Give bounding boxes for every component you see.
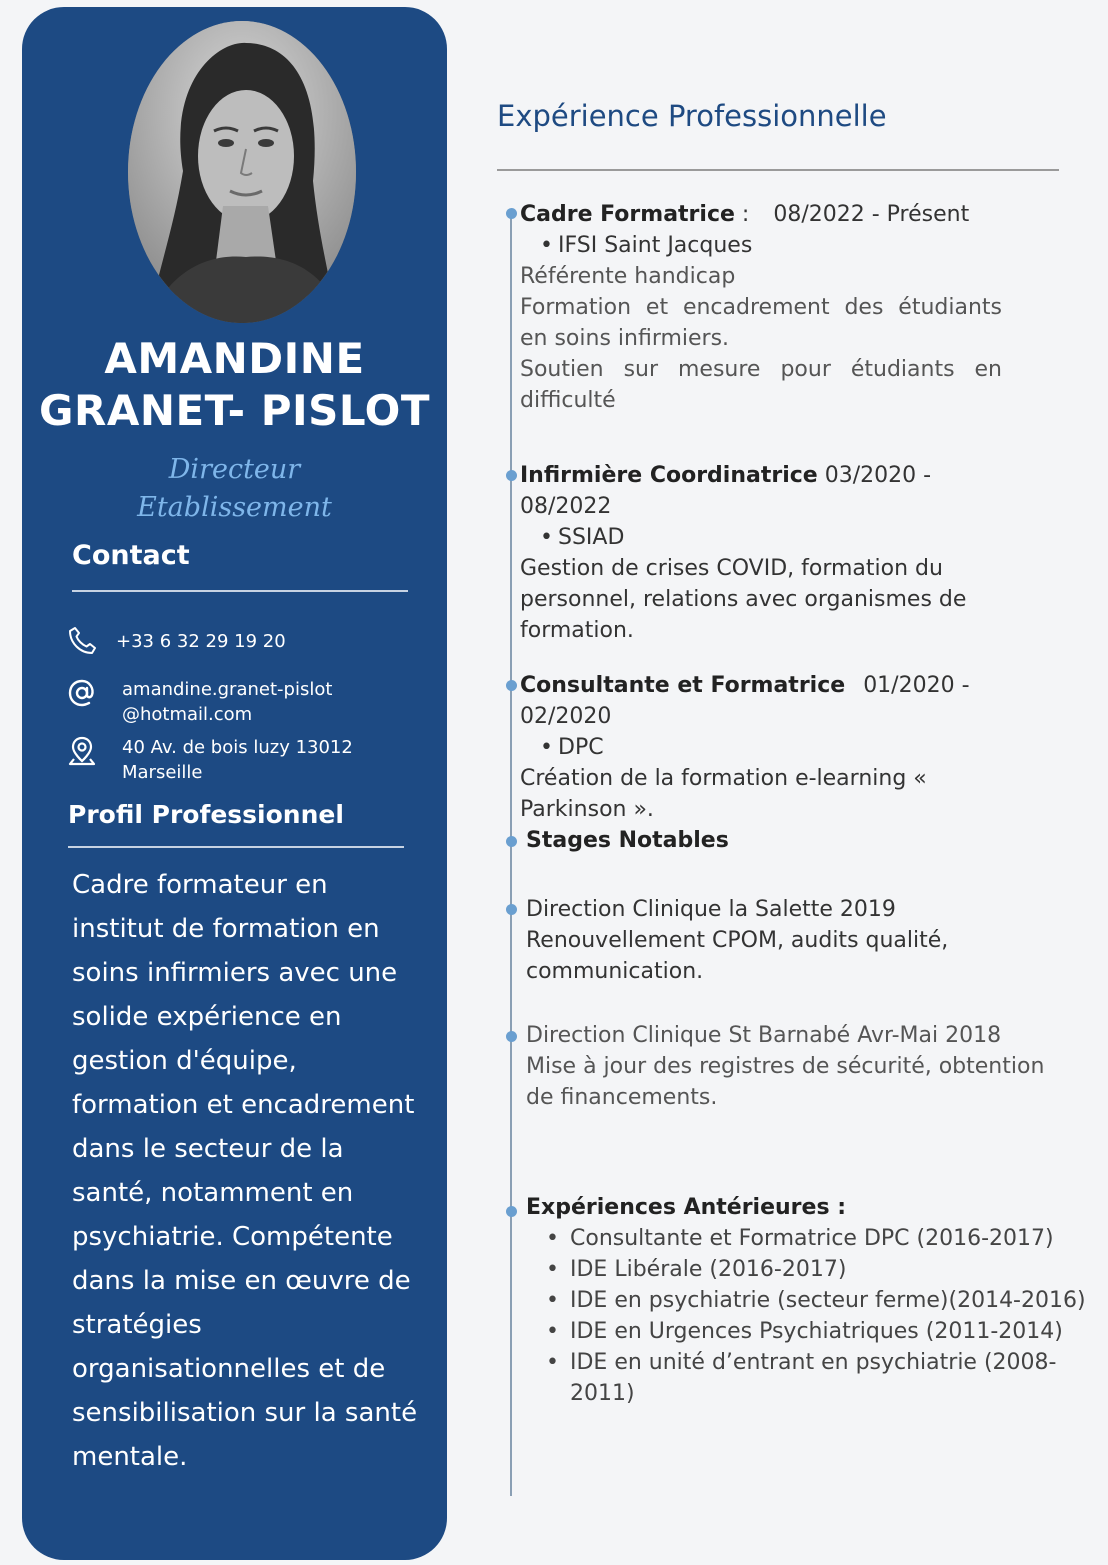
timeline-dot	[506, 470, 517, 481]
anterieures-list	[526, 1223, 1086, 1409]
person-name	[22, 333, 447, 437]
timeline-dot	[506, 1031, 517, 1042]
stages-heading-block	[526, 825, 1026, 856]
stage-entry-1	[526, 894, 996, 987]
list-item: • IDE en Urgences Psychiatriques (2011-2014)	[526, 1316, 1086, 1347]
job-2-text: Gestion de crises COVID, formation du personnel, relations avec organismes de formation.	[520, 556, 967, 643]
timeline-dot	[506, 680, 517, 691]
job-entry-1	[520, 199, 1020, 416]
list-item: • IDE en psychiatrie (secteur ferme)(2014-2016)	[526, 1285, 1086, 1316]
contact-heading: Contact	[72, 540, 190, 571]
timeline-dot	[506, 208, 517, 219]
experience-heading: Expérience Professionnelle	[497, 99, 887, 133]
contact-phone[interactable]	[66, 625, 286, 661]
timeline-dot	[506, 836, 517, 847]
location-pin-icon	[66, 735, 102, 771]
stages-heading: Stages Notables	[526, 828, 729, 853]
profil-heading: Profil Professionnel	[68, 800, 344, 829]
name-line-1: AMANDINE	[104, 334, 365, 383]
job-1-role: Cadre Formatrice	[520, 202, 735, 227]
contact-email[interactable]	[66, 677, 332, 727]
phone-number[interactable]: +33 6 32 29 19 20	[116, 631, 286, 652]
job-1-sep: :	[734, 202, 750, 227]
email-line-2[interactable]: @hotmail.com	[122, 704, 253, 725]
job-2-org: • SSIAD	[520, 522, 1020, 553]
job-2-header	[520, 460, 1020, 522]
job-title	[22, 451, 447, 527]
job-1-line-2: Formation et encadrement des étudiants en soins infirmiers.	[520, 295, 1002, 351]
job-title-line-1: Directeur	[168, 454, 301, 485]
job-1-dates: 08/2022 - Présent	[773, 202, 970, 227]
phone-icon	[66, 625, 102, 661]
address-line-2: Marseille	[122, 762, 203, 783]
profil-divider	[68, 846, 404, 848]
list-item: • IDE Libérale (2016-2017)	[526, 1254, 1086, 1285]
contact-address	[66, 735, 353, 785]
job-entry-3	[520, 670, 1060, 825]
stage-1-title: Direction Clinique la Salette 2019	[526, 897, 896, 922]
job-1-line-1: Référente handicap	[520, 264, 736, 289]
list-item: • Consultante et Formatrice DPC (2016-2017)	[526, 1223, 1086, 1254]
at-sign-icon	[66, 677, 102, 713]
timeline-line	[510, 212, 512, 1496]
email-line-1[interactable]: amandine.granet-pislot	[122, 679, 333, 700]
timeline-dot	[506, 904, 517, 915]
job-2-role: Infirmière Coordinatrice	[520, 463, 818, 488]
job-1-org: • IFSI Saint Jacques	[520, 230, 1020, 261]
portrait-image	[128, 21, 356, 323]
profil-summary: Cadre formateur en institut de formation en soins infirmiers avec une solide expérience en gestion d'équipe, formation et encadrement dans le secteur de la santé, notamment en psychiatrie. Compétente dans la mise en œuvre de stratégies organisationnelles et de sensibilisation sur la santé mentale.	[72, 870, 418, 1472]
profile-photo	[128, 21, 356, 323]
job-3-dates: 01/2020 - 02/2020	[520, 673, 970, 729]
job-3-org: • DPC	[520, 732, 1060, 763]
job-1-line-3: Soutien sur mesure pour étudiants en difficulté	[520, 357, 1002, 413]
experience-divider	[497, 169, 1059, 171]
job-3-role: Consultante et Formatrice	[520, 673, 846, 698]
job-3-header	[520, 670, 1060, 732]
anterieures-block	[526, 1192, 1086, 1409]
timeline-dot	[506, 1206, 517, 1217]
job-title-line-2: Etablissement	[137, 492, 332, 523]
job-3-text: Création de la formation e-learning « Parkinson ».	[520, 766, 927, 822]
sidebar	[22, 7, 447, 1560]
name-line-2: GRANET- PISLOT	[39, 386, 430, 435]
stage-entry-2	[526, 1020, 1066, 1113]
stage-1-text: Renouvellement CPOM, audits qualité, communication.	[526, 928, 949, 984]
list-item: • IDE en unité d’entrant en psychiatrie (2008-2011)	[526, 1347, 1086, 1409]
job-entry-2	[520, 460, 1020, 646]
stage-2-title: Direction Clinique St Barnabé Avr-Mai 2018	[526, 1023, 1002, 1048]
stage-2-text: Mise à jour des registres de sécurité, obtention de financements.	[526, 1054, 1045, 1110]
anterieures-heading: Expériences Antérieures :	[526, 1195, 846, 1220]
job-1-header	[520, 199, 1020, 230]
address-line-1: 40 Av. de bois luzy 13012	[122, 737, 353, 758]
job-2-dates: 03/2020 - 08/2022	[520, 463, 932, 519]
contact-divider	[72, 590, 408, 592]
